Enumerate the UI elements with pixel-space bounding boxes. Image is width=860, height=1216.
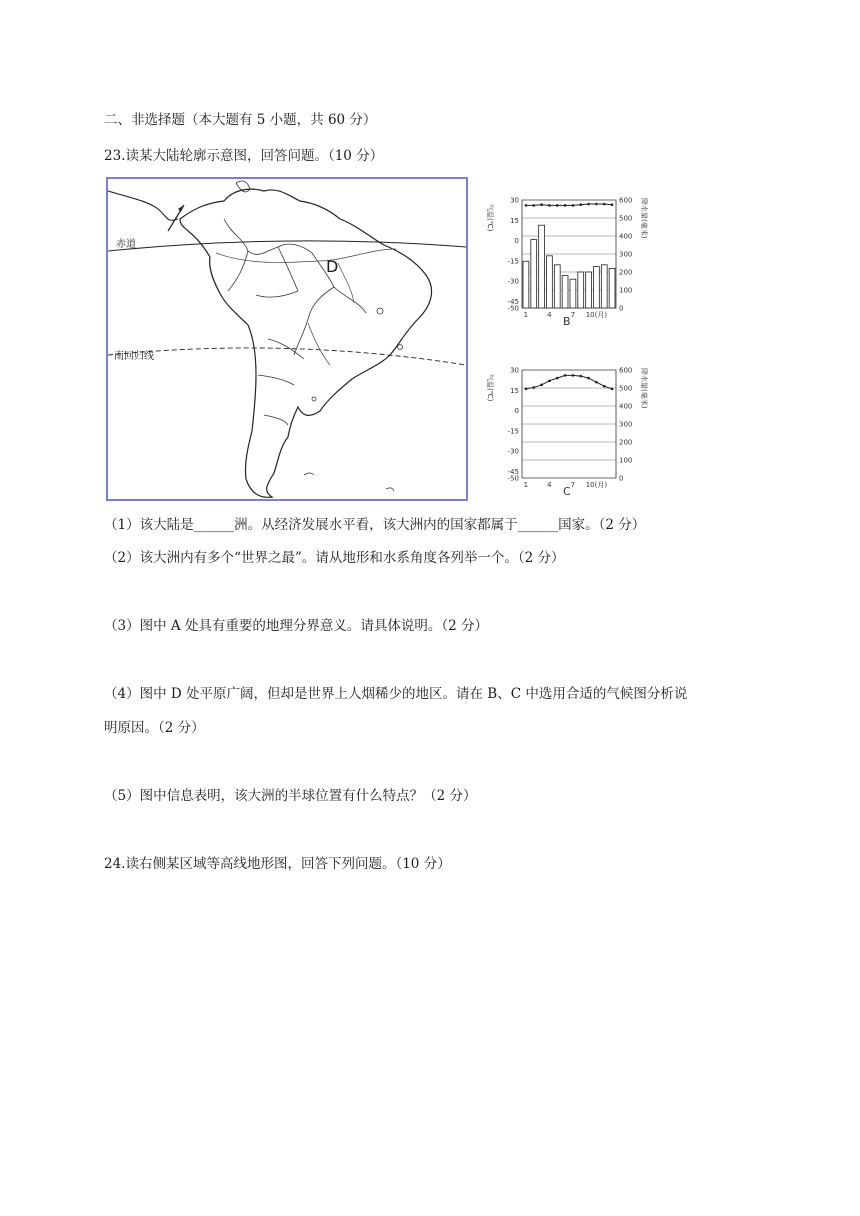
month-tick-label: 4 <box>547 481 552 489</box>
precip-tick-label: 100 <box>619 286 633 295</box>
label-D: D <box>326 257 339 276</box>
temperature-point <box>548 380 551 383</box>
precip-axis-label: 降水量(毫米) <box>640 198 648 239</box>
question-23-stem: 23.读某大陆轮廓示意图，回答问题。（10 分） <box>104 148 384 164</box>
chart-label: B <box>563 315 571 328</box>
precip-tick-label: 600 <box>619 196 633 205</box>
temperature-point <box>587 203 590 206</box>
temperature-point <box>532 204 535 207</box>
temperature-point <box>579 203 582 206</box>
precip-bar <box>562 276 568 308</box>
temperature-point <box>579 375 582 378</box>
temp-tick-label: -30 <box>507 277 519 286</box>
precip-bar <box>539 225 545 308</box>
precip-bar <box>570 279 576 308</box>
precip-bar <box>523 261 529 308</box>
question-23-sub4-line1: （4）图中 D 处平原广阔，但却是世界上人烟稀少的地区。请在 B、C 中选用合适的气候图分析说 <box>104 686 688 702</box>
temp-tick-label: 15 <box>510 216 519 225</box>
temperature-line <box>526 375 612 389</box>
temp-tick-label: 0 <box>514 237 519 245</box>
precip-bar <box>586 272 592 308</box>
precip-bar <box>531 240 537 308</box>
temp-tick-label: -30 <box>507 447 519 456</box>
precip-bar <box>609 268 615 308</box>
temperature-point <box>564 204 567 207</box>
central-america-outline <box>108 191 178 220</box>
temperature-point <box>540 384 543 387</box>
month-tick-label: 10(月) <box>585 481 608 489</box>
temperature-point <box>587 377 590 380</box>
temp-tick-label: -15 <box>507 427 519 436</box>
precip-tick-label: 600 <box>619 366 633 375</box>
month-tick-label: 1 <box>523 481 529 489</box>
month-tick-label: 4 <box>547 311 552 319</box>
temperature-point <box>572 374 575 377</box>
continent-outline-map <box>106 177 468 501</box>
temperature-point <box>611 203 614 206</box>
precip-tick-label: 400 <box>619 402 633 411</box>
equator-label: 赤道 <box>116 239 136 250</box>
temperature-point <box>540 203 543 206</box>
precip-tick-label: 300 <box>619 250 633 259</box>
temp-tick-label: 0 <box>514 407 519 415</box>
precip-bar <box>547 256 553 308</box>
climate-chart-c-svg <box>478 354 668 500</box>
question-23-sub3: （3）图中 A 处具有重要的地理分界意义。请具体说明。（2 分） <box>104 618 489 634</box>
precip-tick-label: 200 <box>619 268 633 277</box>
temperature-point <box>556 204 559 207</box>
precip-tick-label: 200 <box>619 438 633 447</box>
equator-line <box>108 241 466 251</box>
question-23-sub2: （2）该大洲内有多个“世界之最”。请从地形和水系角度各列举一个。（2 分） <box>104 550 565 566</box>
temperature-point <box>525 388 528 391</box>
temp-tick-label: 30 <box>510 196 519 205</box>
temp-tick-label: -45 <box>507 297 519 306</box>
precip-axis-label: 降水量(毫米) <box>640 368 648 409</box>
precip-bar <box>594 267 600 308</box>
month-tick-label: 1 <box>523 311 529 319</box>
temperature-point <box>595 381 598 384</box>
temp-tick-label: -50 <box>507 474 519 483</box>
climate-chart-c <box>478 354 668 500</box>
temp-tick-label: -15 <box>507 257 519 266</box>
continent-outline <box>180 189 432 497</box>
month-tick-label: 7 <box>570 481 576 489</box>
temperature-line <box>526 204 612 205</box>
temperature-point <box>564 374 567 377</box>
temperature-point <box>595 203 598 206</box>
precip-tick-label: 0 <box>619 474 624 483</box>
temperature-point <box>525 204 528 207</box>
precip-tick-label: 300 <box>619 420 633 429</box>
month-tick-label: 10(月) <box>585 311 608 319</box>
temperature-point <box>548 204 551 207</box>
precip-bar <box>601 265 607 308</box>
temperature-point <box>603 203 606 206</box>
precip-tick-label: 400 <box>619 232 633 241</box>
precip-bar <box>578 272 584 308</box>
temp-axis-label: 气温(℃) <box>486 204 494 232</box>
precip-bar <box>554 265 560 308</box>
question-24-stem: 24.读右侧某区域等高线地形图，回答下列问题。（10 分） <box>104 856 451 872</box>
tropic-line <box>108 348 466 365</box>
question-23-sub4-line2: 明原因。（2 分） <box>104 720 205 736</box>
temperature-point <box>611 388 614 391</box>
continent-outline-svg <box>108 179 466 499</box>
temp-tick-label: 15 <box>510 386 519 395</box>
temperature-point <box>532 386 535 389</box>
month-tick-label: 7 <box>570 311 576 319</box>
temp-tick-label: -50 <box>507 304 519 313</box>
arrow-A-head <box>178 205 184 212</box>
temperature-point <box>603 385 606 388</box>
question-23-sub1: （1）该大陆是______洲。从经济发展水平看，该大洲内的国家都属于______国家。（2 分） <box>104 517 646 533</box>
climate-chart-b <box>478 184 668 330</box>
temperature-point <box>572 204 575 207</box>
temp-tick-label: 30 <box>510 366 519 375</box>
temperature-point <box>556 377 559 380</box>
chart-label: C <box>563 485 571 498</box>
precip-tick-label: 0 <box>619 304 624 313</box>
precip-tick-label: 100 <box>619 456 633 465</box>
climate-chart-b-svg <box>478 184 668 330</box>
question-23-sub5: （5）图中信息表明，该大洲的半球位置有什么特点？（2 分） <box>104 788 477 804</box>
precip-tick-label: 500 <box>619 214 633 223</box>
section-title: 二、非选择题（本大题有 5 小题，共 60 分） <box>104 112 377 128</box>
temp-axis-label: 气温(℃) <box>486 374 494 402</box>
precip-tick-label: 500 <box>619 384 633 393</box>
temp-tick-label: -45 <box>507 467 519 476</box>
tropic-label: 南回归线 <box>114 351 154 362</box>
